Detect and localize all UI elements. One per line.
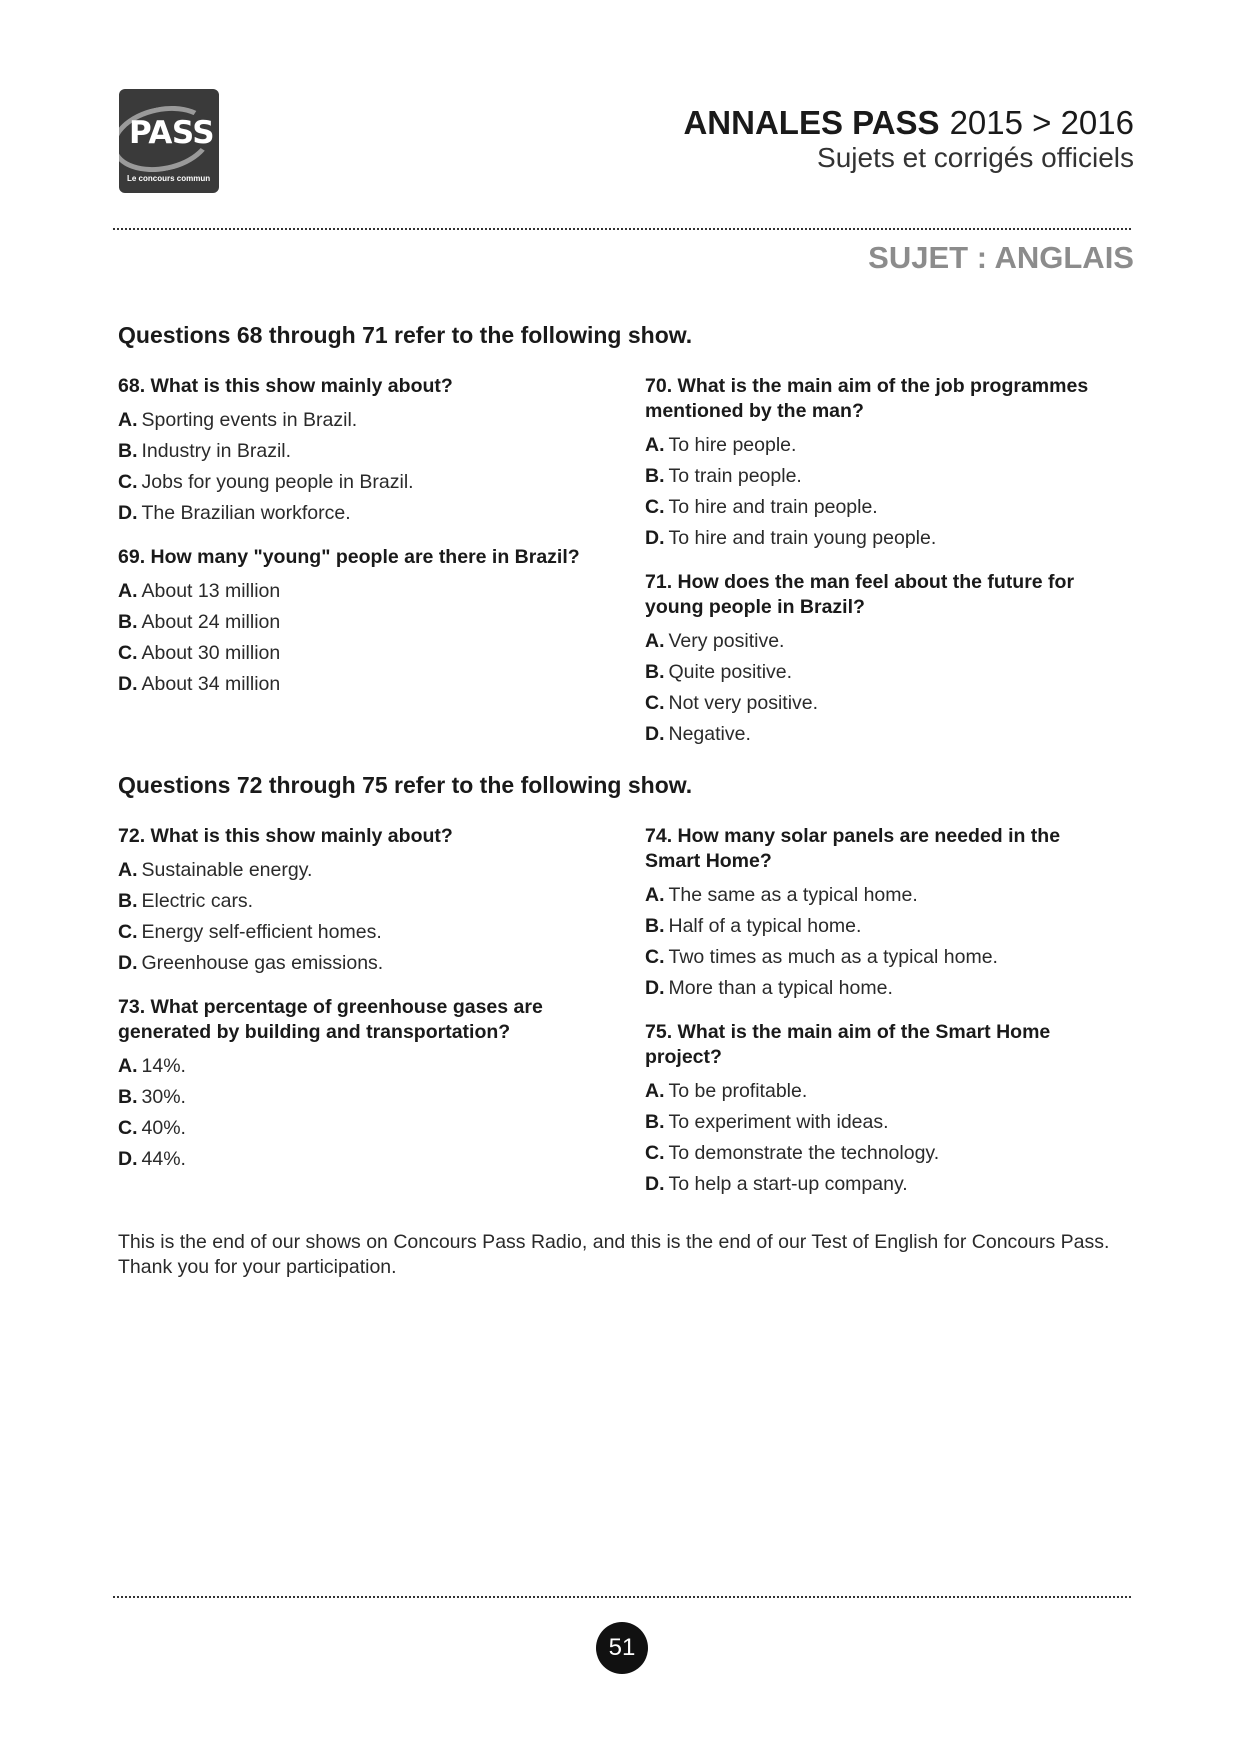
answer-option	[118, 436, 588, 467]
answer-option	[645, 523, 1115, 554]
subject-label: SUJET : ANGLAIS	[868, 240, 1134, 275]
answer-option	[118, 498, 588, 529]
option-text: To help a start-up company.	[668, 1173, 908, 1195]
question-column-right	[645, 374, 1115, 766]
logo-tagline: Le concours commun	[127, 174, 211, 183]
question-title: 72. What is this show mainly about?	[118, 825, 453, 847]
answer-option	[645, 973, 1115, 1004]
answer-option	[118, 576, 588, 607]
option-letter: A.	[645, 1080, 665, 1102]
option-text: To hire and train people.	[668, 496, 878, 518]
option-letter: D.	[645, 977, 665, 999]
header-title	[683, 104, 1134, 142]
option-text: To train people.	[668, 465, 802, 487]
option-letter: B.	[645, 661, 665, 683]
option-letter: B.	[118, 611, 138, 633]
option-text: About 13 million	[141, 580, 281, 602]
option-text: Sustainable energy.	[141, 859, 313, 881]
option-letter: A.	[645, 434, 665, 456]
answer-option	[645, 1076, 1115, 1107]
question-block	[118, 374, 588, 529]
option-text: Industry in Brazil.	[141, 440, 292, 462]
answer-option	[645, 492, 1115, 523]
option-letter: D.	[118, 673, 138, 695]
answer-option	[645, 461, 1115, 492]
option-letter: A.	[645, 884, 665, 906]
question-title: 74. How many solar panels are needed in the Smart Home?	[645, 825, 1061, 872]
logo-wordmark: PASS	[129, 115, 215, 151]
answer-option	[118, 607, 588, 638]
option-letter: B.	[118, 890, 138, 912]
option-letter: D.	[645, 723, 665, 745]
answer-option	[118, 855, 588, 886]
question-title: 70. What is the main aim of the job programmes mentioned by the man?	[645, 375, 1089, 422]
question-column-right	[645, 824, 1115, 1216]
answer-option	[645, 942, 1115, 973]
option-letter: A.	[118, 409, 138, 431]
header-title-bold: ANNALES PASS	[683, 104, 940, 141]
question-title: 73. What percentage of greenhouse gases are generated by building and transportation?	[118, 996, 543, 1043]
answer-option	[118, 669, 588, 700]
option-letter: D.	[118, 952, 138, 974]
closing-paragraph: This is the end of our shows on Concours Pass Radio, and this is the end of our Test of English for Concours Pass. Thank you for your participation.	[118, 1231, 1110, 1278]
pass-logo	[119, 89, 219, 193]
option-letter: C.	[645, 496, 665, 518]
option-letter: B.	[645, 465, 665, 487]
page-number: 51	[596, 1622, 648, 1674]
option-text: Energy self-efficient homes.	[141, 921, 382, 943]
answer-option	[118, 886, 588, 917]
question-title: 69. How many "young" people are there in Brazil?	[118, 546, 580, 568]
header-subtitle: Sujets et corrigés officiels	[817, 142, 1134, 173]
answer-option	[645, 688, 1115, 719]
option-text: To be profitable.	[668, 1080, 808, 1102]
option-letter: A.	[118, 580, 138, 602]
option-letter: C.	[645, 692, 665, 714]
option-letter: A.	[118, 859, 138, 881]
option-letter: B.	[645, 915, 665, 937]
option-text: To hire and train young people.	[668, 527, 937, 549]
option-text: To experiment with ideas.	[668, 1111, 889, 1133]
question-title: 71. How does the man feel about the future for young people in Brazil?	[645, 571, 1075, 618]
option-letter: B.	[645, 1111, 665, 1133]
question-column-left	[118, 374, 588, 716]
option-letter: C.	[645, 1142, 665, 1164]
option-letter: D.	[118, 502, 138, 524]
header-title-years: 2015 > 2016	[949, 104, 1134, 141]
option-text: Sporting events in Brazil.	[141, 409, 358, 431]
option-text: Two times as much as a typical home.	[668, 946, 998, 968]
answer-option	[645, 1107, 1115, 1138]
answer-option	[118, 917, 588, 948]
answer-option	[118, 467, 588, 498]
answer-option	[645, 626, 1115, 657]
option-letter: C.	[645, 946, 665, 968]
option-text: Electric cars.	[141, 890, 254, 912]
question-block	[645, 1020, 1115, 1200]
option-text: 44%.	[141, 1148, 186, 1170]
option-letter: C.	[118, 642, 138, 664]
question-title: 75. What is the main aim of the Smart Home project?	[645, 1021, 1051, 1068]
option-text: Quite positive.	[668, 661, 793, 683]
option-letter: B.	[118, 1086, 138, 1108]
answer-option	[118, 1082, 588, 1113]
section-heading: Questions 68 through 71 refer to the following show.	[118, 322, 693, 348]
option-text: 30%.	[141, 1086, 186, 1108]
question-block	[645, 824, 1115, 1004]
question-column-left	[118, 824, 588, 1191]
option-text: The same as a typical home.	[668, 884, 918, 906]
answer-option	[118, 1113, 588, 1144]
option-text: About 34 million	[141, 673, 281, 695]
option-text: About 30 million	[141, 642, 281, 664]
answer-option	[645, 911, 1115, 942]
answer-option	[645, 657, 1115, 688]
option-text: More than a typical home.	[668, 977, 893, 999]
answer-option	[645, 1169, 1115, 1200]
option-text: Half of a typical home.	[668, 915, 862, 937]
option-text: Not very positive.	[668, 692, 819, 714]
option-text: Negative.	[668, 723, 751, 745]
question-block	[118, 995, 588, 1175]
answer-option	[645, 430, 1115, 461]
option-text: Greenhouse gas emissions.	[141, 952, 384, 974]
answer-option	[118, 1144, 588, 1175]
footer-divider	[113, 1596, 1131, 1598]
option-text: 40%.	[141, 1117, 186, 1139]
answer-option	[645, 880, 1115, 911]
question-title: 68. What is this show mainly about?	[118, 375, 453, 397]
question-block	[645, 570, 1115, 750]
option-letter: C.	[118, 921, 138, 943]
answer-option	[645, 719, 1115, 750]
section-heading: Questions 72 through 75 refer to the following show.	[118, 772, 693, 798]
option-letter: C.	[118, 1117, 138, 1139]
option-text: 14%.	[141, 1055, 186, 1077]
option-text: To demonstrate the technology.	[668, 1142, 940, 1164]
option-letter: D.	[118, 1148, 138, 1170]
option-letter: D.	[645, 1173, 665, 1195]
answer-option	[118, 1051, 588, 1082]
option-text: About 24 million	[141, 611, 281, 633]
answer-option	[645, 1138, 1115, 1169]
option-letter: A.	[645, 630, 665, 652]
option-letter: C.	[118, 471, 138, 493]
option-text: To hire people.	[668, 434, 797, 456]
option-text: Very positive.	[668, 630, 785, 652]
header-divider	[113, 228, 1131, 230]
question-block	[118, 824, 588, 979]
question-block	[645, 374, 1115, 554]
option-letter: A.	[118, 1055, 138, 1077]
option-text: Jobs for young people in Brazil.	[141, 471, 414, 493]
answer-option	[118, 405, 588, 436]
answer-option	[118, 638, 588, 669]
option-text: The Brazilian workforce.	[141, 502, 351, 524]
answer-option	[118, 948, 588, 979]
question-block	[118, 545, 588, 700]
option-letter: B.	[118, 440, 138, 462]
option-letter: D.	[645, 527, 665, 549]
